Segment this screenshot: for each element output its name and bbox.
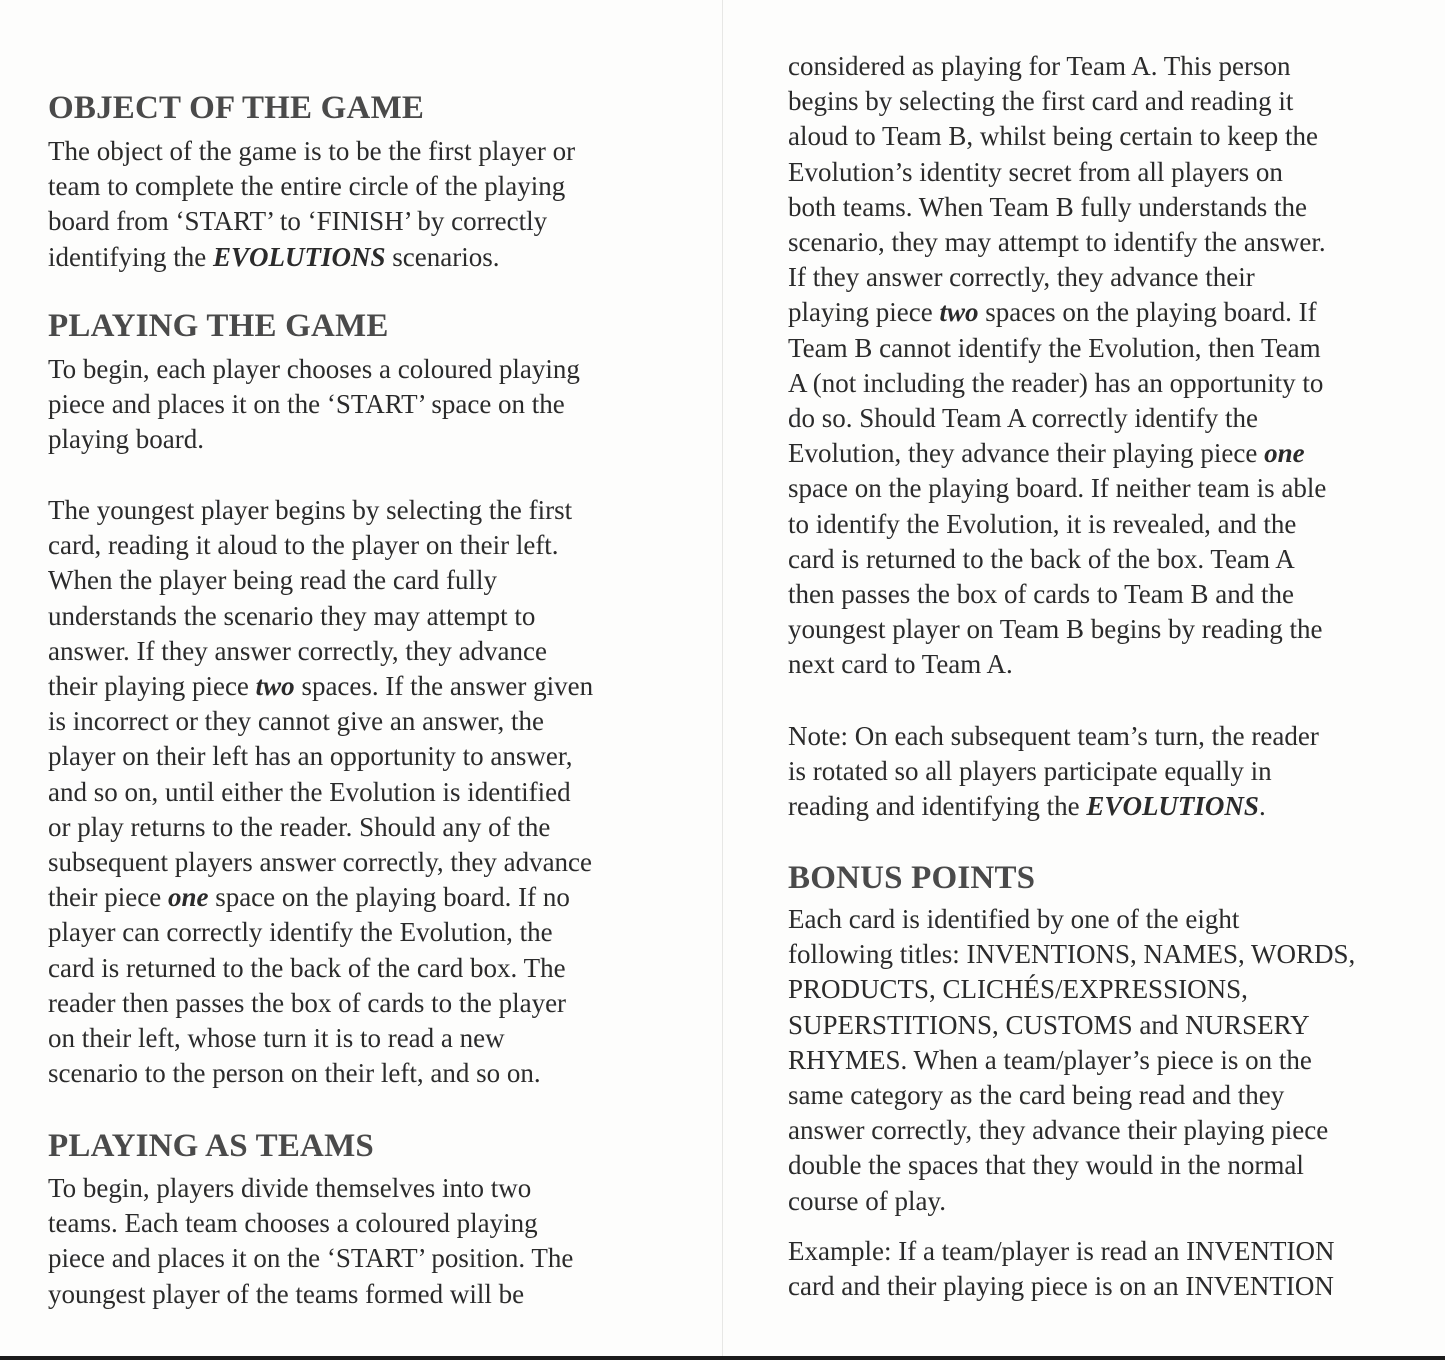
text-line: PRODUCTS, CLICHÉS/EXPRESSIONS, (788, 974, 1248, 1005)
teams-paragraph (48, 1171, 573, 1312)
text-line (48, 669, 593, 704)
text-run: spaces. If the answer given (294, 671, 594, 702)
text-run: their playing piece (48, 671, 256, 702)
text-line: To begin, each player chooses a coloured playing (48, 354, 580, 384)
example-paragraph (788, 1234, 1335, 1304)
text-line: next card to Team A. (788, 649, 1013, 680)
text-line: scenario, they may attempt to identify the answer. (788, 227, 1326, 258)
text-line: Example: If a team/player is read an INVENTION (788, 1236, 1335, 1266)
text-line (48, 240, 575, 275)
text-line: Team B cannot identify the Evolution, then Team (788, 332, 1321, 363)
bottom-edge-rule (0, 1356, 1445, 1360)
text-line: then passes the box of cards to Team B and the (788, 579, 1294, 610)
text-line: do so. Should Team A correctly identify the (788, 403, 1259, 434)
teams-continued-paragraph (788, 49, 1326, 683)
text-line (788, 789, 1319, 824)
evolutions-emphasis: EVOLUTIONS (212, 241, 386, 272)
text-line: scenario to the person on their left, and so on. (48, 1058, 541, 1089)
evolutions-emphasis: EVOLUTIONS (1086, 791, 1259, 822)
text-line: subsequent players answer correctly, they advance (48, 847, 593, 878)
text-run: playing piece (788, 297, 940, 328)
text-line: player on their left has an opportunity to answer, (48, 741, 573, 772)
text-line: The youngest player begins by selecting the first (48, 495, 573, 525)
text-line: To begin, players divide themselves into two (48, 1173, 532, 1203)
text-line: RHYMES. When a team/player’s piece is on the (788, 1044, 1312, 1075)
text-line: understands the scenario they may attempt to (48, 600, 536, 631)
text-line: answer correctly, they advance their playing piece (788, 1115, 1329, 1146)
text-line: is incorrect or they cannot give an answer, the (48, 706, 544, 737)
text-line: card is returned to the back of the box. Team A (788, 543, 1295, 574)
text-line: on their left, whose turn it is to read a new (48, 1023, 505, 1054)
text-line: youngest player of the teams formed will be (48, 1278, 525, 1309)
text-line (48, 880, 593, 915)
page-fold (722, 0, 723, 1360)
text-line: Note: On each subsequent team’s turn, the reader (788, 721, 1319, 751)
text-run: their piece (48, 882, 168, 913)
text-line (788, 295, 1326, 330)
text-run: space on the playing board. If no (208, 882, 570, 913)
text-line: following titles: INVENTIONS, NAMES, WORDS, (788, 939, 1356, 970)
text-line: course of play. (788, 1185, 946, 1216)
text-line: A (not including the reader) has an opportunity to (788, 367, 1324, 398)
text-line: card and their playing piece is on an INVENTION (788, 1271, 1334, 1302)
text-line: answer. If they answer correctly, they advance (48, 635, 548, 666)
bonus-points-heading: BONUS POINTS (788, 860, 1036, 896)
text-line: piece and places it on the ‘START’ space on the (48, 389, 565, 420)
bonus-paragraph (788, 902, 1355, 1219)
text-line: begins by selecting the first card and reading it (788, 86, 1294, 117)
text-line: card, reading it aloud to the player on their left. (48, 530, 559, 561)
two-emphasis: two (939, 297, 979, 328)
playing-as-teams-heading: PLAYING AS TEAMS (48, 1128, 374, 1164)
text-line: playing board. (48, 424, 204, 455)
text-run: spaces on the playing board. If (978, 297, 1317, 328)
text-line: When the player being read the card fully (48, 565, 498, 596)
text-line: SUPERSTITIONS, CUSTOMS and NURSERY (788, 1009, 1310, 1040)
object-of-the-game-heading: OBJECT OF THE GAME (48, 90, 425, 126)
text-line: double the spaces that they would in the normal (788, 1150, 1304, 1181)
text-run: scenarios. (385, 241, 500, 272)
text-line: Each card is identified by one of the eight (788, 904, 1240, 934)
text-line: board from ‘START’ to ‘FINISH’ by correctly (48, 206, 548, 237)
text-line: reader then passes the box of cards to the player (48, 987, 567, 1018)
text-line: to identify the Evolution, it is revealed, and the (788, 508, 1297, 539)
text-run: identifying the (48, 241, 213, 272)
text-run: Evolution, they advance their playing piece (788, 438, 1265, 469)
text-line: card is returned to the back of the card box. The (48, 952, 566, 983)
text-line: or play returns to the reader. Should any of the (48, 811, 551, 842)
text-line: same category as the card being read and they (788, 1080, 1285, 1111)
text-line: considered as playing for Team A. This person (788, 51, 1291, 81)
object-paragraph (48, 134, 575, 275)
text-line: Evolution’s identity secret from all players on (788, 156, 1283, 187)
text-run: . (1258, 791, 1266, 822)
playing-the-game-heading: PLAYING THE GAME (48, 308, 389, 344)
note-paragraph (788, 719, 1319, 825)
text-line: player can correctly identify the Evolution, the (48, 917, 553, 948)
playing-intro-paragraph (48, 352, 580, 458)
text-line: team to complete the entire circle of the playing (48, 171, 566, 202)
text-line: piece and places it on the ‘START’ position. The (48, 1243, 574, 1274)
text-line: If they answer correctly, they advance their (788, 262, 1255, 293)
text-line: is rotated so all players participate equally in (788, 756, 1272, 787)
text-line: space on the playing board. If neither team is able (788, 473, 1327, 504)
text-line (788, 436, 1326, 471)
two-emphasis: two (255, 671, 295, 702)
text-line: both teams. When Team B fully understands the (788, 191, 1308, 222)
one-emphasis: one (167, 882, 209, 913)
one-emphasis: one (1264, 438, 1305, 469)
text-line: teams. Each team chooses a coloured playing (48, 1208, 538, 1239)
playing-rules-paragraph (48, 493, 593, 1091)
text-line: and so on, until either the Evolution is identified (48, 776, 571, 807)
text-line: aloud to Team B, whilst being certain to keep the (788, 121, 1318, 152)
text-line: youngest player on Team B begins by reading the (788, 614, 1323, 645)
text-run: reading and identifying the (788, 791, 1087, 822)
text-line: The object of the game is to be the first player or (48, 136, 576, 166)
